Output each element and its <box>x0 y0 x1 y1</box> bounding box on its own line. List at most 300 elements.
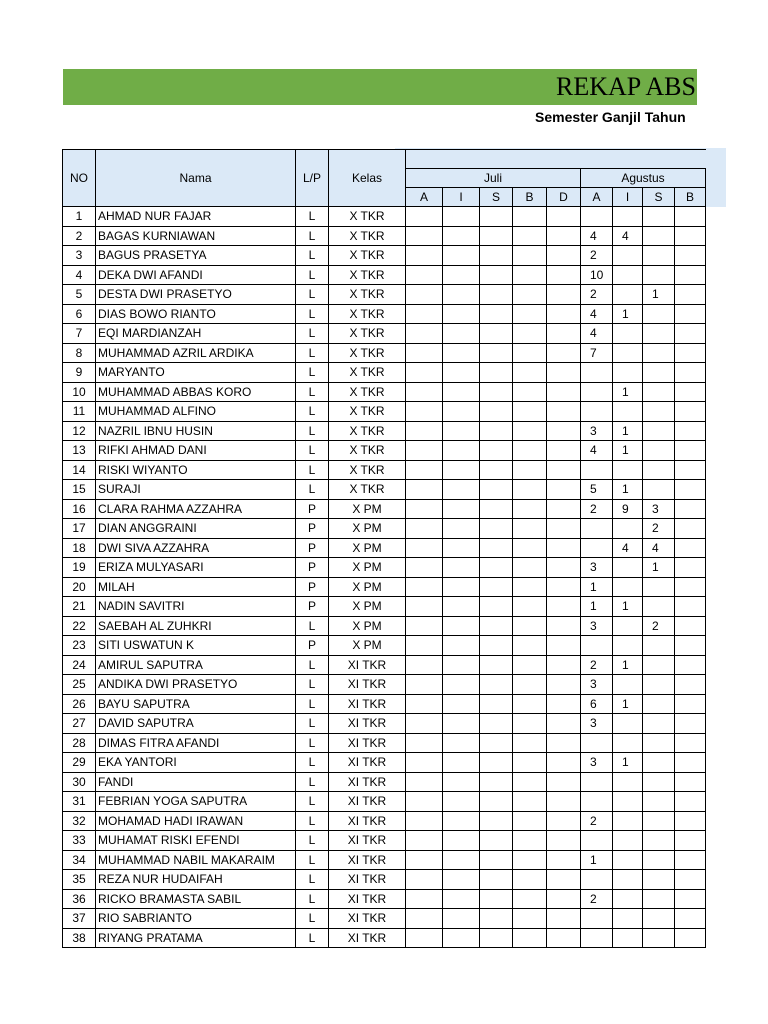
cell-juli <box>443 753 480 773</box>
cell-lp: L <box>296 460 329 480</box>
cell-juli <box>513 870 547 890</box>
cell-kelas: X TKR <box>329 402 406 422</box>
cell-juli <box>513 792 547 812</box>
cell-nama: MUHAMAT RISKI EFENDI <box>96 831 296 851</box>
cell-juli <box>406 675 443 695</box>
cell-kelas: XI TKR <box>329 909 406 929</box>
cell-juli <box>547 714 581 734</box>
cell-juli <box>406 207 443 227</box>
cell-juli <box>480 285 513 305</box>
cell-no: 21 <box>63 597 96 617</box>
cell-juli <box>547 441 581 461</box>
cell-agustus: 5 <box>581 480 613 500</box>
cell-lp: L <box>296 655 329 675</box>
cell-kelas: X TKR <box>329 480 406 500</box>
cell-no: 1 <box>63 207 96 227</box>
cell-agustus: 7 <box>581 343 613 363</box>
cell-no: 6 <box>63 304 96 324</box>
table-row <box>63 285 706 305</box>
cell-nama: RIO SABRIANTO <box>96 909 296 929</box>
table-row <box>63 850 706 870</box>
table-row <box>63 753 706 773</box>
cell-lp: L <box>296 753 329 773</box>
table-row <box>63 577 706 597</box>
cell-agustus: 4 <box>643 538 675 558</box>
cell-kelas: XI TKR <box>329 831 406 851</box>
cell-agustus <box>643 694 675 714</box>
cell-juli <box>406 577 443 597</box>
cell-agustus: 1 <box>613 694 643 714</box>
cell-agustus: 4 <box>581 324 613 344</box>
cell-kelas: X PM <box>329 538 406 558</box>
cell-juli <box>513 324 547 344</box>
cell-agustus <box>643 226 675 246</box>
cell-juli <box>513 441 547 461</box>
cell-agustus <box>643 675 675 695</box>
cell-nama: MILAH <box>96 577 296 597</box>
cell-juli <box>480 714 513 734</box>
cell-juli <box>547 733 581 753</box>
cell-agustus <box>675 850 706 870</box>
cell-kelas: X TKR <box>329 421 406 441</box>
cell-no: 33 <box>63 831 96 851</box>
cell-juli <box>480 889 513 909</box>
cell-juli <box>547 655 581 675</box>
cell-lp: L <box>296 207 329 227</box>
cell-kelas: XI TKR <box>329 889 406 909</box>
cell-agustus <box>675 343 706 363</box>
cell-juli <box>406 519 443 539</box>
cell-lp: P <box>296 577 329 597</box>
cell-agustus <box>643 772 675 792</box>
cell-juli <box>443 733 480 753</box>
cell-agustus: 3 <box>581 558 613 578</box>
table-row <box>63 246 706 266</box>
cell-juli <box>406 909 443 929</box>
cell-juli <box>513 402 547 422</box>
cell-no: 13 <box>63 441 96 461</box>
cell-agustus <box>675 499 706 519</box>
cell-lp: L <box>296 733 329 753</box>
cell-agustus <box>613 909 643 929</box>
cell-no: 12 <box>63 421 96 441</box>
cell-juli <box>547 285 581 305</box>
cell-no: 4 <box>63 265 96 285</box>
cell-juli <box>443 441 480 461</box>
cell-juli <box>480 207 513 227</box>
cell-lp: L <box>296 480 329 500</box>
cell-no: 19 <box>63 558 96 578</box>
cell-juli <box>443 402 480 422</box>
cell-juli <box>480 538 513 558</box>
cell-juli <box>443 460 480 480</box>
cell-juli <box>480 772 513 792</box>
cell-no: 5 <box>63 285 96 305</box>
cell-agustus <box>643 909 675 929</box>
cell-nama: DIAS BOWO RIANTO <box>96 304 296 324</box>
cell-no: 30 <box>63 772 96 792</box>
cell-juli <box>513 909 547 929</box>
cell-agustus: 1 <box>613 382 643 402</box>
cell-agustus <box>675 304 706 324</box>
cell-no: 22 <box>63 616 96 636</box>
cell-no: 27 <box>63 714 96 734</box>
cell-nama: BAGAS KURNIAWAN <box>96 226 296 246</box>
cell-juli <box>406 460 443 480</box>
cell-juli <box>547 928 581 948</box>
header-code: I <box>613 188 643 207</box>
cell-juli <box>480 928 513 948</box>
table-row <box>63 772 706 792</box>
cell-no: 34 <box>63 850 96 870</box>
cell-agustus <box>581 402 613 422</box>
cell-agustus <box>675 421 706 441</box>
table-row <box>63 324 706 344</box>
cell-juli <box>547 850 581 870</box>
cell-juli <box>547 246 581 266</box>
cell-nama: EQI MARDIANZAH <box>96 324 296 344</box>
cell-agustus <box>675 246 706 266</box>
cell-agustus <box>613 265 643 285</box>
cell-agustus <box>613 343 643 363</box>
cell-kelas: X TKR <box>329 324 406 344</box>
cell-no: 25 <box>63 675 96 695</box>
header-code: D <box>547 188 581 207</box>
cell-kelas: XI TKR <box>329 694 406 714</box>
cell-nama: BAYU SAPUTRA <box>96 694 296 714</box>
cell-lp: L <box>296 792 329 812</box>
cell-lp: L <box>296 870 329 890</box>
cell-juli <box>480 324 513 344</box>
cell-agustus <box>643 246 675 266</box>
cell-juli <box>513 207 547 227</box>
cell-juli <box>443 772 480 792</box>
cell-no: 29 <box>63 753 96 773</box>
cell-agustus <box>643 577 675 597</box>
cell-nama: FANDI <box>96 772 296 792</box>
cell-juli <box>443 636 480 656</box>
cell-juli <box>480 363 513 383</box>
cell-juli <box>443 304 480 324</box>
cell-nama: ERIZA MULYASARI <box>96 558 296 578</box>
cell-agustus <box>581 363 613 383</box>
cell-kelas: XI TKR <box>329 733 406 753</box>
cell-agustus <box>675 694 706 714</box>
cell-juli <box>547 226 581 246</box>
cell-agustus <box>675 363 706 383</box>
header-no: NO <box>63 150 96 207</box>
cell-juli <box>513 733 547 753</box>
cell-kelas: XI TKR <box>329 928 406 948</box>
table-row <box>63 694 706 714</box>
cell-juli <box>547 460 581 480</box>
cell-juli <box>547 402 581 422</box>
cell-agustus <box>675 285 706 305</box>
cell-agustus <box>675 324 706 344</box>
cell-juli <box>480 246 513 266</box>
cell-agustus <box>613 889 643 909</box>
cell-juli <box>443 499 480 519</box>
cell-agustus: 4 <box>581 226 613 246</box>
cell-juli <box>443 285 480 305</box>
cell-agustus: 2 <box>581 655 613 675</box>
cell-juli <box>513 811 547 831</box>
cell-nama: RIFKI AHMAD DANI <box>96 441 296 461</box>
cell-juli <box>406 343 443 363</box>
cell-juli <box>480 909 513 929</box>
cell-lp: L <box>296 675 329 695</box>
cell-juli <box>513 382 547 402</box>
cell-juli <box>513 558 547 578</box>
cell-nama: SAEBAH AL ZUHKRI <box>96 616 296 636</box>
cell-juli <box>513 343 547 363</box>
cell-agustus <box>581 928 613 948</box>
cell-juli <box>443 207 480 227</box>
cell-no: 14 <box>63 460 96 480</box>
header-code: S <box>643 188 675 207</box>
cell-kelas: X PM <box>329 519 406 539</box>
cell-juli <box>547 363 581 383</box>
cell-agustus <box>675 460 706 480</box>
cell-nama: EKA YANTORI <box>96 753 296 773</box>
cell-juli <box>406 811 443 831</box>
cell-juli <box>513 772 547 792</box>
header-code: A <box>581 188 613 207</box>
cell-juli <box>443 343 480 363</box>
cell-juli <box>406 265 443 285</box>
cell-nama: AHMAD NUR FAJAR <box>96 207 296 227</box>
cell-agustus <box>613 831 643 851</box>
cell-agustus <box>643 636 675 656</box>
cell-lp: L <box>296 363 329 383</box>
cell-juli <box>480 343 513 363</box>
cell-kelas: X PM <box>329 616 406 636</box>
cell-no: 28 <box>63 733 96 753</box>
cell-juli <box>406 850 443 870</box>
cell-agustus: 1 <box>581 850 613 870</box>
cell-lp: L <box>296 343 329 363</box>
cell-agustus <box>643 811 675 831</box>
cell-agustus <box>675 675 706 695</box>
cell-agustus: 1 <box>613 441 643 461</box>
cell-agustus <box>675 226 706 246</box>
cell-juli <box>406 733 443 753</box>
cell-agustus <box>613 577 643 597</box>
cell-agustus <box>613 519 643 539</box>
cell-no: 37 <box>63 909 96 929</box>
title-bar <box>63 69 697 105</box>
cell-agustus: 1 <box>613 597 643 617</box>
cell-nama: NAZRIL IBNU HUSIN <box>96 421 296 441</box>
cell-juli <box>480 675 513 695</box>
table-row <box>63 831 706 851</box>
cell-agustus: 1 <box>613 480 643 500</box>
cell-nama: MUHAMMAD NABIL MAKARAIM <box>96 850 296 870</box>
cell-agustus <box>675 831 706 851</box>
cell-agustus <box>581 772 613 792</box>
cell-agustus: 1 <box>643 285 675 305</box>
cell-lp: L <box>296 811 329 831</box>
cell-juli <box>406 870 443 890</box>
cell-juli <box>547 616 581 636</box>
cell-agustus <box>675 655 706 675</box>
cell-agustus <box>675 519 706 539</box>
header-code: I <box>443 188 480 207</box>
cell-juli <box>547 772 581 792</box>
cell-juli <box>547 694 581 714</box>
cell-lp: L <box>296 265 329 285</box>
cell-agustus <box>581 460 613 480</box>
cell-no: 35 <box>63 870 96 890</box>
cell-juli <box>443 597 480 617</box>
cell-agustus: 3 <box>581 675 613 695</box>
cell-agustus <box>613 870 643 890</box>
cell-agustus <box>643 207 675 227</box>
cell-juli <box>513 714 547 734</box>
table-row <box>63 207 706 227</box>
cell-kelas: X PM <box>329 597 406 617</box>
table-row <box>63 304 706 324</box>
cell-juli <box>480 304 513 324</box>
table-row <box>63 675 706 695</box>
cell-lp: L <box>296 928 329 948</box>
cell-lp: P <box>296 538 329 558</box>
header-code: B <box>513 188 547 207</box>
cell-agustus <box>675 207 706 227</box>
cell-juli <box>406 753 443 773</box>
cell-lp: P <box>296 499 329 519</box>
cell-juli <box>443 831 480 851</box>
cell-lp: L <box>296 304 329 324</box>
cell-agustus <box>613 733 643 753</box>
cell-juli <box>480 694 513 714</box>
cell-juli <box>443 363 480 383</box>
cell-juli <box>513 519 547 539</box>
cell-kelas: XI TKR <box>329 772 406 792</box>
cell-agustus <box>675 772 706 792</box>
cell-juli <box>443 889 480 909</box>
cell-juli <box>480 226 513 246</box>
cell-agustus <box>675 597 706 617</box>
cell-juli <box>513 577 547 597</box>
cell-agustus <box>643 889 675 909</box>
cell-agustus: 3 <box>581 753 613 773</box>
cell-juli <box>513 597 547 617</box>
table-row <box>63 382 706 402</box>
cell-no: 31 <box>63 792 96 812</box>
table-row <box>63 441 706 461</box>
cell-lp: L <box>296 714 329 734</box>
cell-agustus <box>581 870 613 890</box>
cell-juli <box>406 889 443 909</box>
cell-juli <box>443 421 480 441</box>
cell-juli <box>513 363 547 383</box>
table-row <box>63 363 706 383</box>
header-month-agustus: Agustus <box>581 169 706 188</box>
cell-nama: DESTA DWI PRASETYO <box>96 285 296 305</box>
cell-agustus: 3 <box>581 616 613 636</box>
cell-nama: RISKI WIYANTO <box>96 460 296 480</box>
cell-no: 2 <box>63 226 96 246</box>
cell-agustus: 4 <box>613 538 643 558</box>
cell-juli <box>480 655 513 675</box>
cell-nama: SURAJI <box>96 480 296 500</box>
cell-juli <box>480 460 513 480</box>
cell-agustus <box>613 772 643 792</box>
cell-juli <box>406 246 443 266</box>
cell-juli <box>547 343 581 363</box>
cell-juli <box>547 382 581 402</box>
cell-juli <box>480 636 513 656</box>
cell-juli <box>547 792 581 812</box>
cell-no: 36 <box>63 889 96 909</box>
table-row <box>63 733 706 753</box>
cell-kelas: X TKR <box>329 304 406 324</box>
cell-juli <box>406 655 443 675</box>
cell-lp: P <box>296 558 329 578</box>
cell-kelas: X PM <box>329 577 406 597</box>
cell-juli <box>513 285 547 305</box>
cell-juli <box>443 519 480 539</box>
cell-lp: L <box>296 694 329 714</box>
cell-agustus <box>581 382 613 402</box>
header-code: B <box>675 188 706 207</box>
table-row <box>63 558 706 578</box>
cell-no: 32 <box>63 811 96 831</box>
cell-juli <box>480 616 513 636</box>
cell-juli <box>513 928 547 948</box>
cell-agustus <box>613 285 643 305</box>
cell-juli <box>443 694 480 714</box>
cell-nama: FEBRIAN YOGA SAPUTRA <box>96 792 296 812</box>
cell-kelas: XI TKR <box>329 792 406 812</box>
cell-agustus <box>675 538 706 558</box>
cell-agustus <box>581 733 613 753</box>
cell-juli <box>443 909 480 929</box>
cell-agustus <box>643 733 675 753</box>
cell-juli <box>443 850 480 870</box>
cell-agustus <box>581 636 613 656</box>
cell-juli <box>547 538 581 558</box>
header-kelas: Kelas <box>329 150 406 207</box>
cell-juli <box>443 265 480 285</box>
cell-nama: DWI SIVA AZZAHRA <box>96 538 296 558</box>
header-top-band <box>406 150 706 169</box>
cell-nama: BAGUS PRASETYA <box>96 246 296 266</box>
header-month-juli: Juli <box>406 169 581 188</box>
cell-no: 26 <box>63 694 96 714</box>
cell-agustus <box>613 246 643 266</box>
cell-agustus <box>613 714 643 734</box>
cell-juli <box>547 558 581 578</box>
cell-kelas: XI TKR <box>329 655 406 675</box>
cell-juli <box>547 519 581 539</box>
cell-juli <box>480 480 513 500</box>
cell-agustus <box>643 928 675 948</box>
cell-no: 7 <box>63 324 96 344</box>
cell-agustus <box>643 402 675 422</box>
cell-juli <box>480 421 513 441</box>
cell-juli <box>480 382 513 402</box>
cell-juli <box>513 460 547 480</box>
cell-juli <box>547 207 581 227</box>
cell-agustus <box>675 577 706 597</box>
cell-no: 16 <box>63 499 96 519</box>
cell-juli <box>443 675 480 695</box>
cell-lp: L <box>296 889 329 909</box>
cell-kelas: XI TKR <box>329 850 406 870</box>
cell-nama: MOHAMAD HADI IRAWAN <box>96 811 296 831</box>
